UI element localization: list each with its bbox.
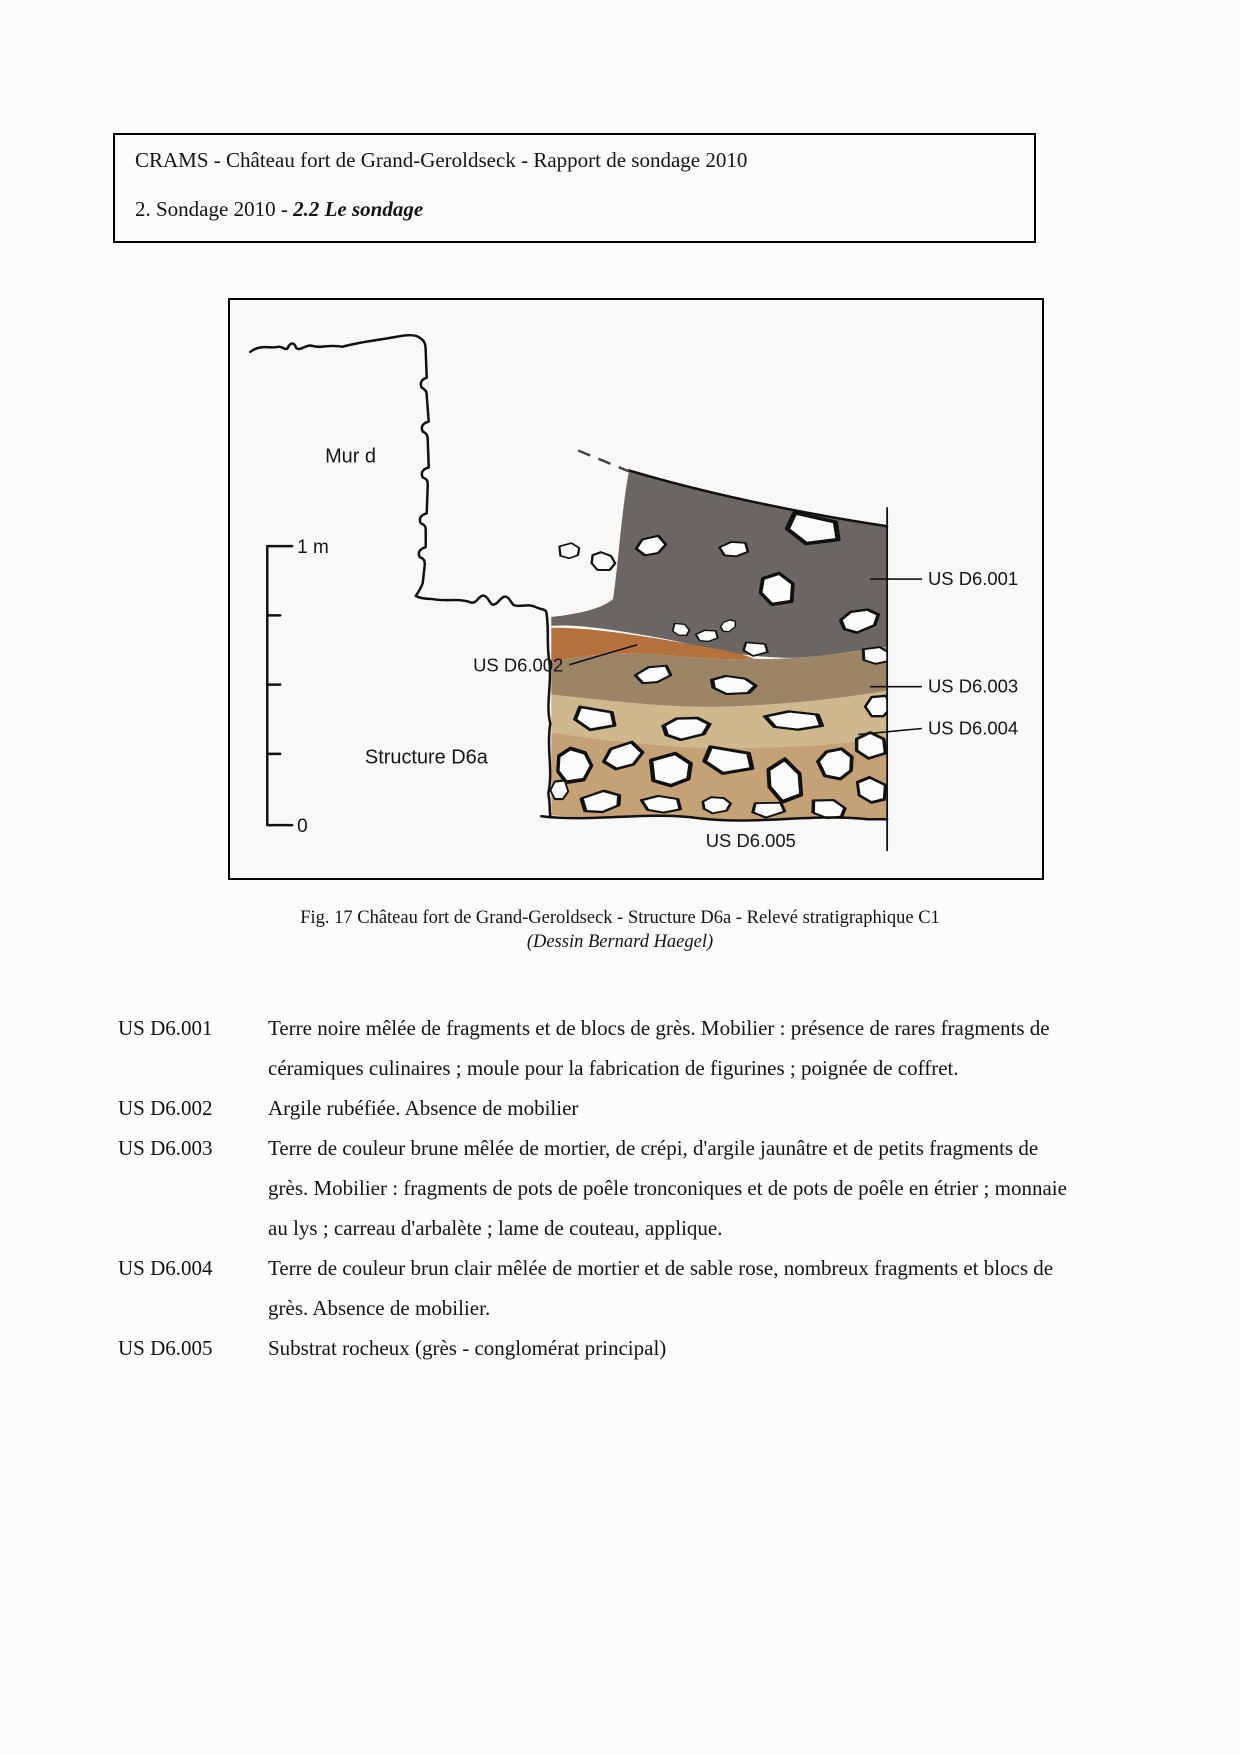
figure-17-frame: [228, 298, 1044, 880]
unit-description: Argile rubéfiée. Absence de mobilier: [268, 1096, 579, 1120]
label-us-d6-001: US D6.001: [927, 568, 1019, 590]
strata-group: [550, 470, 891, 820]
label-structure-d6a: Structure D6a: [364, 746, 488, 769]
section-number: 2. Sondage 2010 -: [135, 197, 294, 221]
stone: [559, 543, 579, 558]
unit-description: Terre noire mêlée de fragments et de blocs de grès. Mobilier : présence de rares fragments de céramiques culinaires ; moule pour la fabrication de figurines ; poignée de coffret.: [268, 1016, 1050, 1080]
list-item: [118, 1248, 1088, 1328]
figure-caption: Fig. 17 Château fort de Grand-Geroldseck - Structure D6a - Relevé stratigraphique C1: [300, 908, 940, 928]
report-title: CRAMS - Château fort de Grand-Geroldseck - Rapport de sondage 2010: [135, 148, 748, 172]
dashed-projection-line: [578, 450, 629, 471]
stone: [703, 797, 731, 813]
section-title: 2.2 Le sondage: [293, 197, 424, 221]
unit-id: US D6.003: [118, 1136, 213, 1160]
list-item: [118, 1128, 1088, 1248]
section-heading: [135, 196, 1014, 223]
scale-label-1m: 1 m: [297, 537, 329, 559]
figure-credit: (Dessin Bernard Haegel): [526, 932, 714, 952]
figure-caption-block: [0, 906, 1240, 954]
stratigraphic-drawing: [230, 300, 1042, 878]
unit-description-list: [118, 1008, 1088, 1368]
stone: [550, 780, 568, 799]
unit-id: US D6.005: [118, 1336, 213, 1360]
label-us-d6-003: US D6.003: [927, 675, 1019, 697]
unit-description: Substrat rocheux (grès - conglomérat principal): [268, 1336, 667, 1360]
unit-description: Terre de couleur brun clair mêlée de mortier et de sable rose, nombreux fragments et blocs de grès. Absence de mobilier.: [268, 1256, 1054, 1320]
wall-profile-mur-d: [250, 335, 550, 816]
scale-label-0: 0: [297, 816, 308, 838]
list-item: [118, 1328, 1088, 1368]
stone: [589, 550, 617, 574]
label-us-d6-002: US D6.002: [473, 654, 564, 676]
scale-bar: [267, 537, 328, 837]
report-header: [113, 133, 1036, 243]
list-item: [118, 1088, 1088, 1128]
unit-description: Terre de couleur brune mêlée de mortier, de crépi, d'argile jaunâtre et de petits fragments de grès. Mobilier : fragments de pots de poêle tronconiques et de pots de poêle en étrier ; monnaie au lys ; carreau d'arbalète ; lame de couteau, applique.: [268, 1136, 1067, 1240]
unit-id: US D6.004: [118, 1256, 213, 1280]
label-us-d6-005: US D6.005: [705, 830, 796, 852]
list-item: [118, 1008, 1088, 1088]
stone: [857, 733, 886, 759]
label-mur-d: Mur d: [325, 445, 377, 468]
unit-id: US D6.001: [118, 1016, 213, 1040]
stone: [651, 753, 690, 785]
unit-id: US D6.002: [118, 1096, 213, 1120]
label-us-d6-004: US D6.004: [927, 717, 1019, 739]
